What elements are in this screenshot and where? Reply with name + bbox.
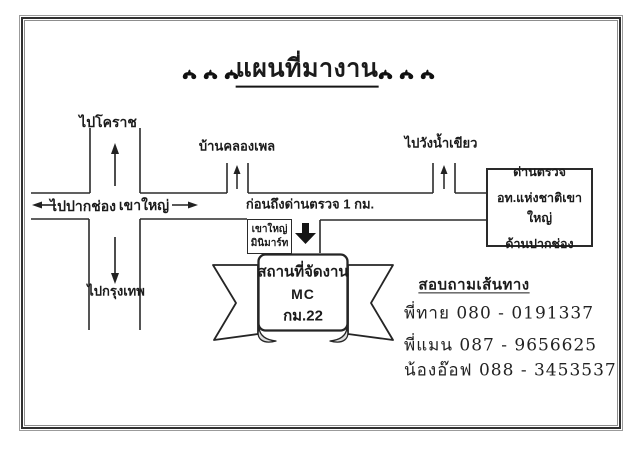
venue-banner-line3: กม.22 (283, 307, 323, 325)
road-label-to-wang-nam-khiao: ไปวังน้ำเขียว (404, 135, 478, 151)
checkpoint-box (486, 164, 593, 251)
motorcycle-icon (202, 68, 219, 80)
arrow-down-to-bangkok-icon (111, 237, 119, 284)
road-label-to-bangkok: ไปกรุงเทพ (87, 283, 145, 299)
checkpoint-line2: อท.แห่งชาติเขาใหญ่ (496, 190, 583, 225)
motorcycle-icon (181, 68, 198, 80)
contact-line: พี่แมน 087 - 9656625 (404, 335, 598, 356)
contact-header: สอบถามเส้นทาง (418, 276, 530, 294)
venue-banner-line1: สถานที่จัดงาน (257, 263, 349, 281)
note-checkpoint-distance: ก่อนถึงด่านตรวจ 1 กม. (245, 196, 375, 212)
arrow-down-entrance-icon (295, 223, 316, 244)
minimart-box (247, 219, 292, 254)
motorcycle-icon (377, 68, 394, 80)
contact-line: พี่ทาย 080 - 0191337 (404, 303, 595, 324)
minimart-line1: เขาใหญ่ (251, 223, 288, 235)
title-bikes-right (377, 68, 436, 80)
arrow-up-ban-khlong-phle-icon (234, 165, 241, 189)
road-label-to-korat: ไปโคราช (79, 113, 137, 130)
contact-line: น้องอ๊อฟ 088 - 3453537 (404, 360, 617, 381)
checkpoint-line3: ด้านปากช่อง (505, 236, 574, 251)
motorcycle-icon (398, 68, 415, 80)
motorcycle-icon (419, 68, 436, 80)
title-bikes-left (181, 68, 240, 80)
place-label-ban-khlong-phle: บ้านคลองเพล (198, 138, 276, 154)
road-label-to-pak-chong: ไปปากช่อง (50, 197, 116, 214)
checkpoint-line1: ด่านตรวจ (513, 164, 566, 179)
road-label-khao-yai: เขาใหญ่ (118, 196, 170, 213)
arrow-up-to-korat-icon (111, 143, 119, 186)
minimart-line2: มินิมาร์ท (250, 237, 289, 249)
arrow-right-khao-yai-icon (172, 202, 198, 209)
ribbon-right-tail (348, 265, 393, 340)
venue-banner-line2: MC (291, 285, 315, 302)
ribbon-left-tail (213, 265, 258, 340)
arrow-up-wang-nam-khiao-icon (441, 165, 448, 189)
page-title: แผนที่มางาน (236, 55, 379, 88)
